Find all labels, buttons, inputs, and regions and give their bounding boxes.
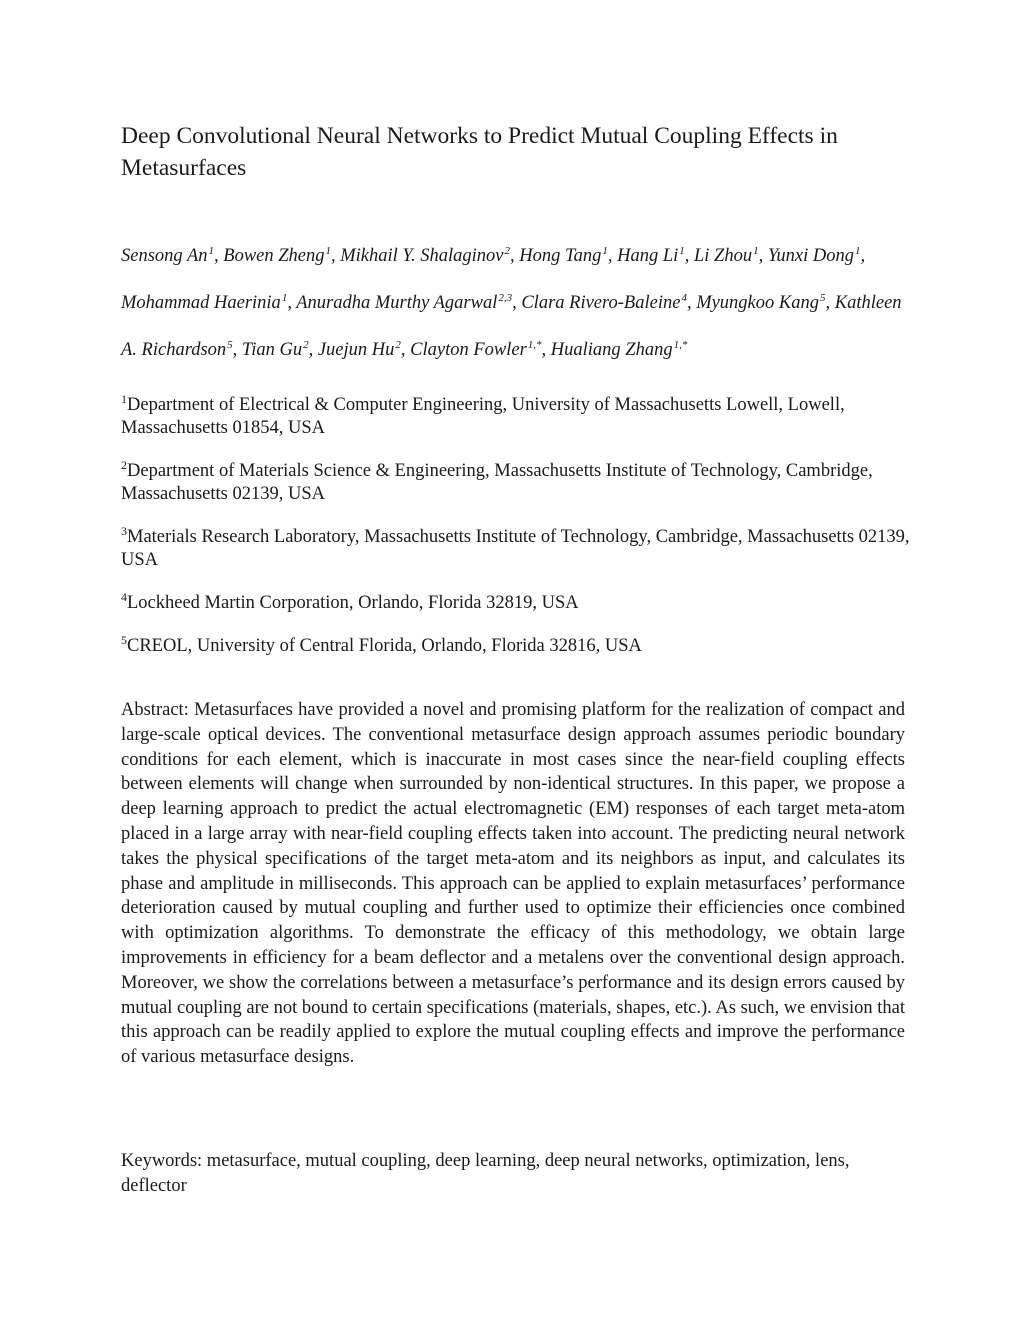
author-affiliation-mark: 1 — [281, 292, 288, 304]
affiliation-text: Materials Research Laboratory, Massachusetts Institute of Technology, Cambridge, Massachusetts 02139, USA — [121, 527, 910, 570]
affiliation-number: 5 — [121, 633, 127, 647]
author-affiliation-mark: 2 — [504, 245, 510, 257]
author — [696, 293, 825, 313]
author-name: Clara Rivero-Baleine — [521, 293, 681, 313]
author-affiliation-mark: 2 — [395, 339, 401, 351]
author-name: Hong Tang — [519, 246, 602, 266]
author-affiliation-mark: 1,* — [527, 339, 542, 351]
author-affiliation-mark: 5 — [820, 292, 826, 304]
author — [223, 246, 331, 266]
affiliation-text: Department of Materials Science & Engineering, Massachusetts Institute of Technology, Cambridge, Massachusetts 02139, USA — [121, 461, 873, 504]
affiliation-number: 3 — [121, 524, 127, 538]
author — [768, 246, 861, 266]
affiliation-number: 4 — [121, 590, 127, 604]
author — [121, 293, 287, 313]
affiliation — [121, 460, 911, 506]
author — [521, 293, 687, 313]
author-name: Clayton Fowler — [410, 340, 527, 360]
paper-title: Deep Convolutional Neural Networks to Predict Mutual Coupling Effects in Metasurfaces — [121, 123, 838, 181]
author-affiliation-mark: 1 — [679, 245, 685, 257]
author-name: Li Zhou — [694, 246, 753, 266]
author-affiliation-mark: 1,* — [673, 339, 688, 351]
author — [121, 246, 214, 266]
author-affiliation-mark: 1 — [855, 245, 861, 257]
author-name: Anuradha Murthy Agarwal — [296, 293, 498, 313]
affiliation — [121, 592, 911, 615]
author-affiliation-mark: 1 — [753, 245, 759, 257]
affiliation — [121, 526, 911, 572]
abstract: Abstract: Metasurfaces have provided a novel and promising platform for the realization of compact and large-scale optical devices. The conventional metasurface design approach assumes periodic boundary conditions for each element, which is inaccurate in most cases since the near-field coupling effects between elements will change when surrounded by non-identical structures. In this paper, we propose a deep learning approach to predict the actual electromagnetic (EM) responses of each target meta-atom placed in a large array with near-field coupling effects taken into account. The predicting neural network takes the physical specifications of the target meta-atom and its neighbors as input, and calculates its phase and amplitude in milliseconds. This approach can be applied to explain metasurfaces’ performance deterioration caused by mutual coupling and further used to optimize their efficiencies once combined with optimization algorithms. To demonstrate the efficacy of this methodology, we obtain large improvements in efficiency for a beam deflector and a metalens over the conventional design approach. Moreover, we show the correlations between a metasurface’s performance and its design errors caused by mutual coupling are not bound to certain specifications (materials, shapes, etc.). As such, we envision that this approach can be readily applied to explore the mutual coupling effects and improve the performance of various metasurface designs. — [121, 700, 905, 1068]
author-name: Mohammad Haerinia — [121, 293, 281, 313]
author-name: Juejun Hu — [317, 340, 395, 360]
author — [318, 340, 401, 360]
affiliation-text: Lockheed Martin Corporation, Orlando, Florida 32819, USA — [127, 593, 579, 613]
author-name: Yunxi Dong — [767, 246, 855, 266]
keywords: Keywords: metasurface, mutual coupling, deep learning, deep neural networks, optimization, lens, deflector — [121, 1151, 850, 1196]
affiliation-list — [121, 394, 911, 678]
author-affiliation-mark: 5 — [227, 339, 233, 351]
author-name: Hang Li — [617, 246, 679, 266]
author-name: Kathleen A. Richardson — [121, 293, 902, 360]
author — [410, 340, 541, 360]
author — [519, 246, 608, 266]
affiliation-number: 2 — [121, 458, 127, 472]
affiliation-text: Department of Electrical & Computer Engineering, University of Massachusetts Lowell, Lowell, Massachusetts 01854, USA — [121, 395, 845, 438]
author-affiliation-mark: 2,3 — [498, 292, 513, 304]
author-affiliation-mark: 1 — [325, 245, 331, 257]
author-name: Myungkoo Kang — [696, 293, 819, 313]
author-affiliation-mark: 1 — [208, 245, 215, 257]
author-affiliation-mark: 4 — [681, 292, 687, 304]
author-name: Mikhail Y. Shalaginov — [340, 246, 504, 266]
author-list: Sensong An$^1$, Bowen Zheng$^1$, Mikhail Y. Shalaginov$^2$, Hong Tang$^1$, Hang Li$^1$, Li Zhou$^1$, Yunxi Dong$^1$, Mohammad Haerinia$^1$, Anuradha Murthy Agarwal$^{2,3}$, Clara Rivero-Baleine$^4$, Myungkoo Kang$^5$, Kathleen A. Richardson$^5$, Tian Gu$^2$, Juejun Hu$^2$, Clayton Fowler$^{1,*}$, Hualiang Zhang$^{1,*}$ — [121, 245, 902, 360]
affiliation — [121, 635, 911, 658]
author — [296, 293, 512, 313]
author-name: Tian Gu — [241, 340, 303, 360]
author — [340, 246, 510, 266]
author — [242, 340, 309, 360]
author — [694, 246, 759, 266]
author-name: Bowen Zheng — [223, 246, 325, 266]
author-name: Sensong An — [121, 246, 208, 266]
author-affiliation-mark: 2 — [303, 339, 309, 351]
affiliation — [121, 394, 911, 440]
affiliation-text: CREOL, University of Central Florida, Orlando, Florida 32816, USA — [127, 636, 642, 656]
affiliation-number: 1 — [121, 392, 127, 406]
author — [617, 246, 685, 266]
author-name: Hualiang Zhang — [550, 340, 673, 360]
author — [551, 340, 688, 360]
author-affiliation-mark: 1 — [602, 245, 608, 257]
